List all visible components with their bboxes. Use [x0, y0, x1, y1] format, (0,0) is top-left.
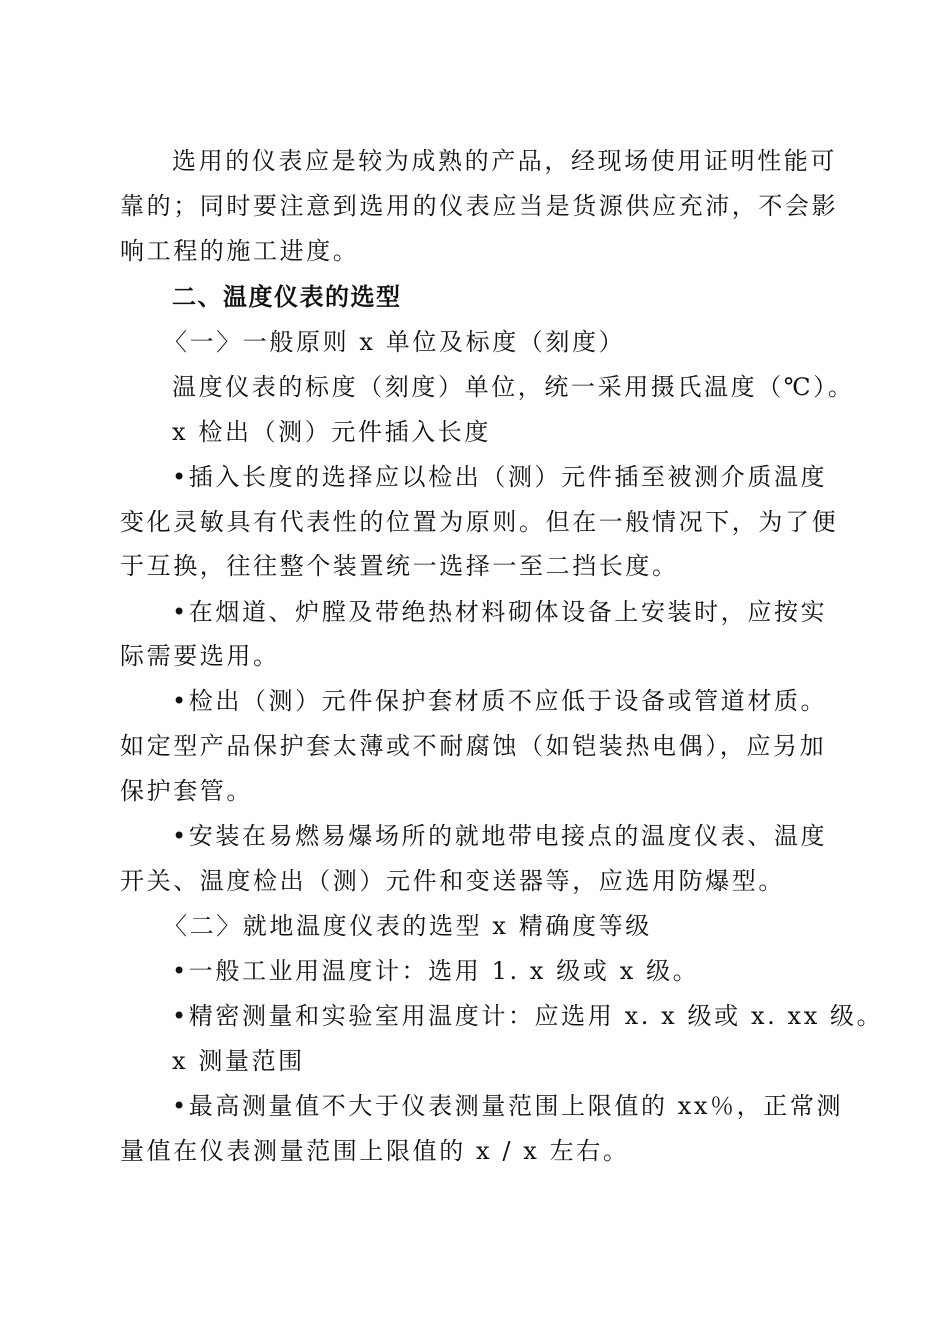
- document-page: 选用的仪表应是较为成熟的产品，经现场使用证明性能可 靠的；同时要注意到选用的仪表应当是货源供应充沛，不会影 响工程的施工进度。 二、温度仪表的选型 〈一〉一般原则 x 单位及标度（刻度） 温度仪表的标度（刻度）单位，统一采用摄氏温度（℃）。 x 检出（测）元件插入长度 •插入长度的选择应以检出（测）元件插至被测介质温度 变化灵敏具有代表性的位置为原则。但在一般情况下，为了便 于互换，往往整个装置统一选择一至二挡长度。 •在烟道、炉膛及带绝热材料砌体设备上安装时，应按实 际需要选用。 •检出（测）元件保护套材质不应低于设备或管道材质。 如定型产品保护套太薄或不耐腐蚀（如铠装热电偶），应另加 保护套管。 •安装在易燃易爆场所的就地带电接点的温度仪表、温度 开关、温度检出（测）元件和变送器等，应选用防爆型。 〈二〉就地温度仪表的选型 x 精确度等级 •一般工业用温度计：选用 1. x 级或 x 级。 •精密测量和实验室用温度计：应选用 x. x 级或 x. xx 级。 x 测量范围 •最高测量值不大于仪表测量范围上限值的 xx％，正常测 量值在仪表测量范围上限值的 x / x 左右。: [120, 147, 884, 1165]
